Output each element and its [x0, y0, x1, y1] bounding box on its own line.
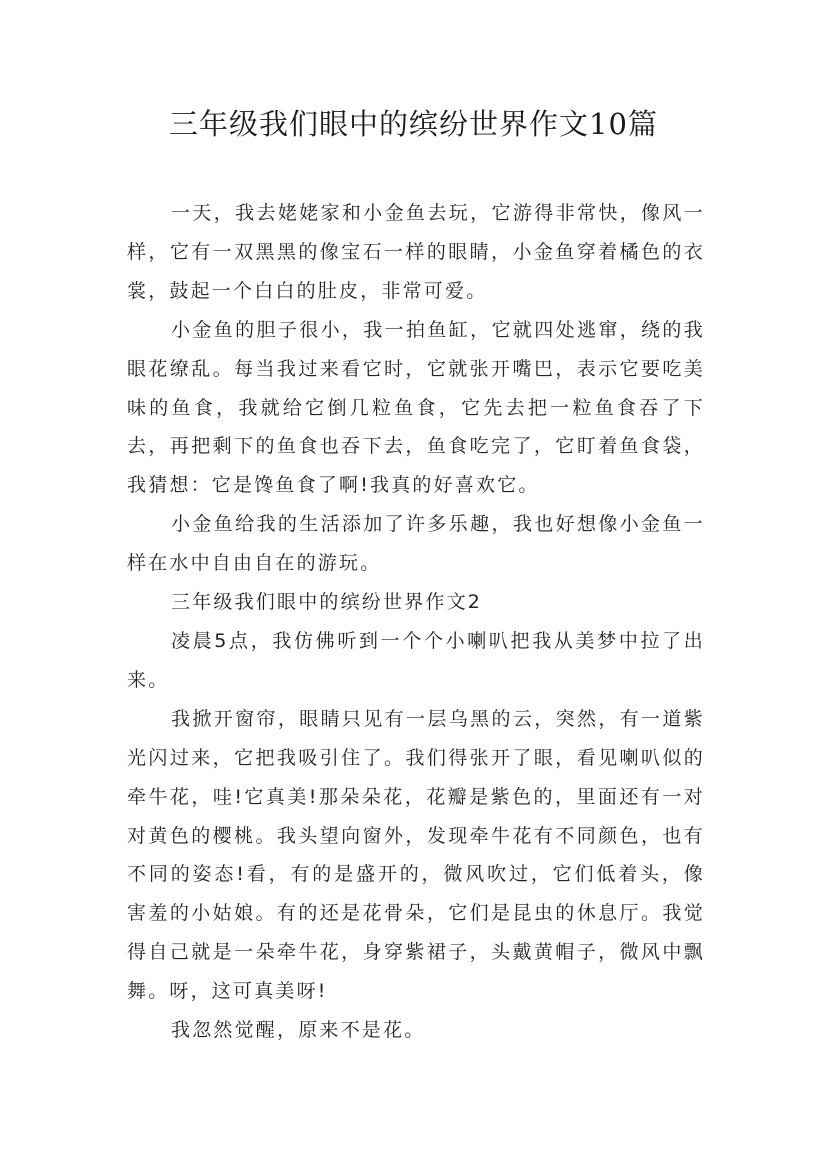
paragraph: 我掀开窗帘，眼睛只见有一层乌黑的云，突然，有一道紫光闪过来，它把我吸引住了。我们得张开了眼，看见喇叭似的牵牛花，哇!它真美!那朵朵花，花瓣是紫色的，里面还有一对对黄色的樱桃。我头望向窗外，发现牵牛花有不同颜色，也有不同的姿态!看，有的是盛开的，微风吹过，它们低着头，像害羞的小姑娘。有的还是花骨朵，它们是昆虫的休息厅。我觉得自己就是一朵牵牛花，身穿紫裙子，头戴黄帽子，微风中飘舞。呀，这可真美呀!	[127, 707, 705, 1003]
document-title: 三年级我们眼中的缤纷世界作文10篇	[169, 107, 658, 141]
paragraph: 一天，我去姥姥家和小金鱼去玩，它游得非常快，像风一样，它有一双黑黑的像宝石一样的眼睛，小金鱼穿着橘色的衣裳，鼓起一个白白的肚皮，非常可爱。	[127, 202, 705, 302]
section-heading: 三年级我们眼中的缤纷世界作文2	[171, 591, 483, 614]
paragraph: 小金鱼给我的生活添加了许多乐趣，我也好想像小金鱼一样在水中自由自在的游玩。	[127, 513, 705, 575]
paragraph: 小金鱼的胆子很小，我一拍鱼缸，它就四处逃窜，绕的我眼花缭乱。每当我过来看它时，它就张开嘴巴，表示它要吃美味的鱼食，我就给它倒几粒鱼食，它先去把一粒鱼食吞了下去，再把剩下的鱼食也吞下去，鱼食吃完了，它盯着鱼食袋，我猜想：它是馋鱼食了啊!我真的好喜欢它。	[127, 318, 705, 497]
document-body	[127, 194, 705, 1050]
paragraph: 凌晨5点，我仿佛听到一个个小喇叭把我从美梦中拉了出来。	[127, 629, 705, 691]
paragraph: 我忽然觉醒，原来不是花。	[171, 1019, 426, 1042]
